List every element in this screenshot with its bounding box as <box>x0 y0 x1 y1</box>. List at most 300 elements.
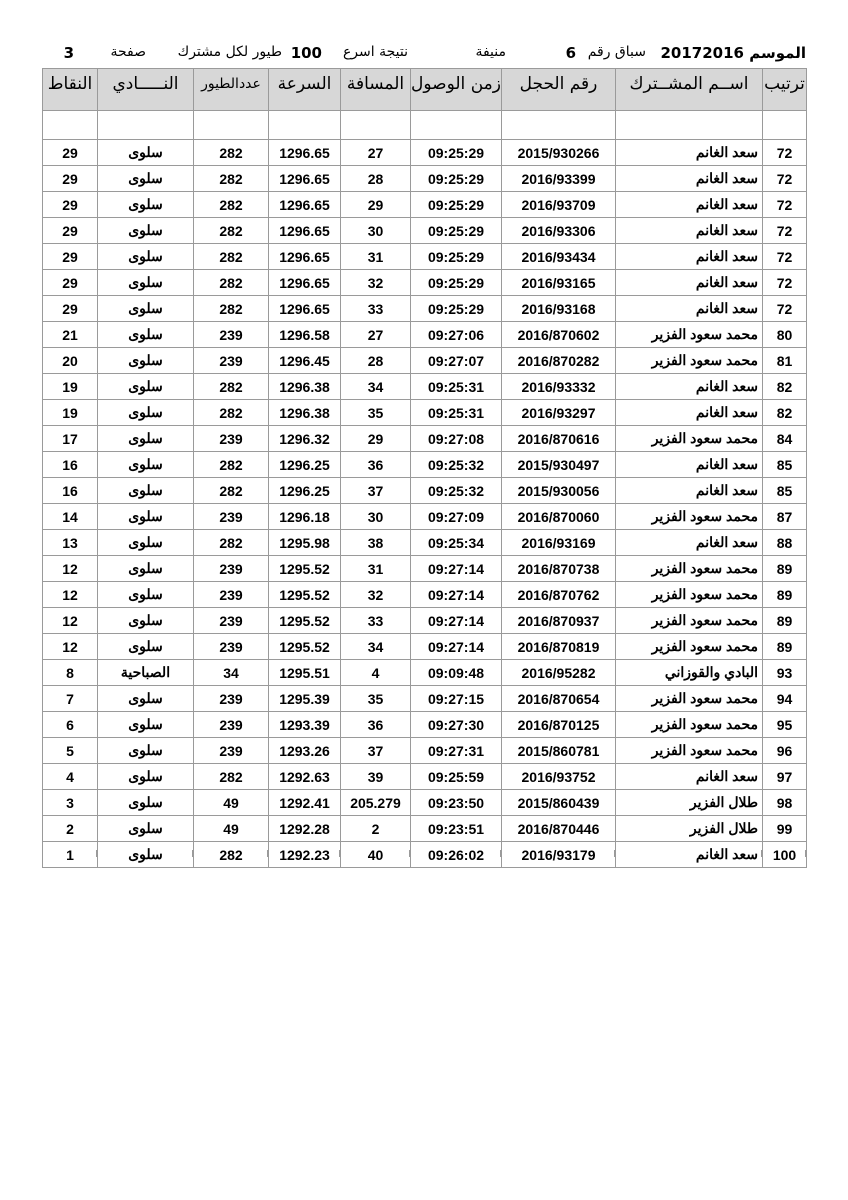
cell-time: 09:27:07 <box>411 348 502 374</box>
cell-birds: 49 <box>194 816 269 842</box>
cell-ring: 2016/870125 <box>502 712 616 738</box>
cell-name: سعد الغانم <box>616 478 763 504</box>
cell-club: سلوى <box>98 192 194 218</box>
cell-rank: 98 <box>763 790 807 816</box>
cell-name: سعد الغانم <box>616 218 763 244</box>
cell-time: 09:25:31 <box>411 400 502 426</box>
cell-speed: 1296.45 <box>269 348 341 374</box>
cell-time: 09:27:14 <box>411 582 502 608</box>
cell-time: 09:26:02 <box>411 842 502 868</box>
cell-distance: 38 <box>341 530 411 556</box>
cell-birds: 282 <box>194 764 269 790</box>
cell-distance: 27 <box>341 140 411 166</box>
cell-club: الصباحية <box>98 660 194 686</box>
table-row <box>43 790 807 816</box>
cell-club: سلوى <box>98 270 194 296</box>
cell-time: 09:25:29 <box>411 218 502 244</box>
cell-rank: 100 <box>763 842 807 868</box>
cell-speed: 1292.41 <box>269 790 341 816</box>
cell-name: محمد سعود الفزير <box>616 686 763 712</box>
cell-distance: 35 <box>341 400 411 426</box>
cell-birds: 49 <box>194 790 269 816</box>
cell-time: 09:25:34 <box>411 530 502 556</box>
cell-distance: 30 <box>341 218 411 244</box>
cell-rank: 72 <box>763 270 807 296</box>
cell-speed: 1295.52 <box>269 556 341 582</box>
cell-name: محمد سعود الفزير <box>616 426 763 452</box>
table-row <box>43 426 807 452</box>
cell-rank: 88 <box>763 530 807 556</box>
cell-ring: 2016/93179 <box>502 842 616 868</box>
cell-points: 17 <box>43 426 98 452</box>
cell-rank: 89 <box>763 634 807 660</box>
cell-ring: 2016/93332 <box>502 374 616 400</box>
cell-rank: 89 <box>763 608 807 634</box>
cell-club: سلوى <box>98 738 194 764</box>
cell-birds: 239 <box>194 582 269 608</box>
cell-birds: 282 <box>194 296 269 322</box>
cell-birds: 34 <box>194 660 269 686</box>
cell-birds: 282 <box>194 140 269 166</box>
col-ring: رقم الحجل <box>502 69 616 111</box>
cell-ring: 2016/93434 <box>502 244 616 270</box>
cell-speed: 1296.18 <box>269 504 341 530</box>
cell-birds: 239 <box>194 738 269 764</box>
cell-points: 12 <box>43 608 98 634</box>
cell-distance: 37 <box>341 738 411 764</box>
cell-speed: 1292.23 <box>269 842 341 868</box>
cell-speed: 1293.39 <box>269 712 341 738</box>
cell-club: سلوى <box>98 608 194 634</box>
table-row <box>43 452 807 478</box>
table-row <box>43 140 807 166</box>
cell-points: 29 <box>43 166 98 192</box>
cell-points: 29 <box>43 244 98 270</box>
table-row <box>43 478 807 504</box>
cell-points: 2 <box>43 816 98 842</box>
cell-rank: 89 <box>763 582 807 608</box>
tick-mark <box>409 850 410 857</box>
cell-points: 6 <box>43 712 98 738</box>
cell-distance: 36 <box>341 452 411 478</box>
cell-speed: 1295.52 <box>269 608 341 634</box>
cell-ring: 2016/870819 <box>502 634 616 660</box>
cell-time: 09:25:31 <box>411 374 502 400</box>
cell-ring: 2016/93752 <box>502 764 616 790</box>
cell-distance: 2 <box>341 816 411 842</box>
cell-club: سلوى <box>98 140 194 166</box>
cell-ring: 2016/870602 <box>502 322 616 348</box>
cell-rank: 94 <box>763 686 807 712</box>
cell-club: سلوى <box>98 296 194 322</box>
cell-distance: 31 <box>341 556 411 582</box>
cell-ring: 2016/870446 <box>502 816 616 842</box>
cell-distance: 34 <box>341 374 411 400</box>
cell-rank: 89 <box>763 556 807 582</box>
col-speed: السرعة <box>269 69 341 111</box>
cell-time: 09:25:29 <box>411 244 502 270</box>
cell-points: 3 <box>43 790 98 816</box>
cell-points: 7 <box>43 686 98 712</box>
cell-points: 4 <box>43 764 98 790</box>
cell-points: 5 <box>43 738 98 764</box>
cell-name: سعد الغانم <box>616 140 763 166</box>
cell-points: 13 <box>43 530 98 556</box>
cell-speed: 1295.39 <box>269 686 341 712</box>
cell-speed: 1295.98 <box>269 530 341 556</box>
cell-rank: 95 <box>763 712 807 738</box>
spacer-row <box>43 111 807 140</box>
cell-rank: 72 <box>763 140 807 166</box>
cell-rank: 81 <box>763 348 807 374</box>
cell-distance: 28 <box>341 166 411 192</box>
cell-rank: 96 <box>763 738 807 764</box>
cell-speed: 1296.65 <box>269 270 341 296</box>
cell-rank: 72 <box>763 296 807 322</box>
tick-mark <box>192 850 193 857</box>
cell-birds: 239 <box>194 348 269 374</box>
cell-speed: 1293.26 <box>269 738 341 764</box>
cell-club: سلوى <box>98 842 194 868</box>
report-header <box>42 40 806 66</box>
cell-name: سعد الغانم <box>616 374 763 400</box>
cell-birds: 282 <box>194 400 269 426</box>
cell-speed: 1295.52 <box>269 634 341 660</box>
cell-name: سعد الغانم <box>616 452 763 478</box>
cell-birds: 239 <box>194 712 269 738</box>
cell-ring: 2016/93168 <box>502 296 616 322</box>
cell-club: سلوى <box>98 582 194 608</box>
table-row <box>43 166 807 192</box>
cell-birds: 282 <box>194 530 269 556</box>
cell-speed: 1295.52 <box>269 582 341 608</box>
table-row <box>43 218 807 244</box>
cell-time: 09:23:51 <box>411 816 502 842</box>
col-distance: المسافة <box>341 69 411 111</box>
cell-ring: 2016/93169 <box>502 530 616 556</box>
table-row <box>43 504 807 530</box>
cell-distance: 37 <box>341 478 411 504</box>
cell-points: 14 <box>43 504 98 530</box>
col-club: النـــــادي <box>98 69 194 111</box>
cell-name: محمد سعود الفزير <box>616 582 763 608</box>
cell-ring: 2015/930497 <box>502 452 616 478</box>
cell-birds: 239 <box>194 556 269 582</box>
cell-name: سعد الغانم <box>616 192 763 218</box>
col-arrival: زمن الوصول <box>411 69 502 111</box>
cell-time: 09:25:29 <box>411 166 502 192</box>
cell-birds: 239 <box>194 634 269 660</box>
cell-club: سلوى <box>98 322 194 348</box>
tick-mark <box>42 850 43 857</box>
cell-distance: 40 <box>341 842 411 868</box>
cell-speed: 1296.65 <box>269 218 341 244</box>
cell-ring: 2015/860439 <box>502 790 616 816</box>
cell-time: 09:25:32 <box>411 478 502 504</box>
cell-birds: 239 <box>194 504 269 530</box>
cell-birds: 282 <box>194 478 269 504</box>
cell-points: 12 <box>43 634 98 660</box>
season-value: 20172016 <box>660 44 744 62</box>
cell-name: سعد الغانم <box>616 842 763 868</box>
cell-ring: 2016/93399 <box>502 166 616 192</box>
cell-points: 29 <box>43 140 98 166</box>
cell-ring: 2016/870762 <box>502 582 616 608</box>
cell-birds: 239 <box>194 686 269 712</box>
cell-name: محمد سعود الفزير <box>616 348 763 374</box>
cell-name: سعد الغانم <box>616 296 763 322</box>
cell-name: محمد سعود الفزير <box>616 608 763 634</box>
cell-birds: 282 <box>194 842 269 868</box>
cell-distance: 29 <box>341 192 411 218</box>
cell-ring: 2015/860781 <box>502 738 616 764</box>
cell-name: سعد الغانم <box>616 244 763 270</box>
cell-distance: 35 <box>341 686 411 712</box>
cell-points: 19 <box>43 374 98 400</box>
cell-distance: 36 <box>341 712 411 738</box>
cell-rank: 82 <box>763 374 807 400</box>
cell-speed: 1296.25 <box>269 478 341 504</box>
cell-speed: 1296.65 <box>269 166 341 192</box>
cell-club: سلوى <box>98 504 194 530</box>
cell-club: سلوى <box>98 452 194 478</box>
cell-birds: 239 <box>194 608 269 634</box>
cell-name: البادي والقوزاني <box>616 660 763 686</box>
cell-ring: 2016/870282 <box>502 348 616 374</box>
table-row <box>43 608 807 634</box>
cell-distance: 28 <box>341 348 411 374</box>
cell-name: طلال الفزير <box>616 816 763 842</box>
table-row <box>43 556 807 582</box>
cell-speed: 1296.25 <box>269 452 341 478</box>
cell-speed: 1296.65 <box>269 244 341 270</box>
cell-club: سلوى <box>98 686 194 712</box>
cell-rank: 87 <box>763 504 807 530</box>
cell-ring: 2015/930056 <box>502 478 616 504</box>
cell-time: 09:27:31 <box>411 738 502 764</box>
cell-time: 09:27:14 <box>411 556 502 582</box>
cell-rank: 93 <box>763 660 807 686</box>
col-points: النقاط <box>43 69 98 111</box>
cell-distance: 29 <box>341 426 411 452</box>
cell-club: سلوى <box>98 374 194 400</box>
cell-time: 09:25:29 <box>411 140 502 166</box>
cell-birds: 282 <box>194 218 269 244</box>
cell-distance: 39 <box>341 764 411 790</box>
fastest-value: 100 <box>290 44 322 62</box>
cell-name: سعد الغانم <box>616 400 763 426</box>
cell-ring: 2016/870654 <box>502 686 616 712</box>
cell-club: سلوى <box>98 400 194 426</box>
footer-ticks <box>42 850 806 858</box>
cell-name: محمد سعود الفزير <box>616 712 763 738</box>
cell-time: 09:27:30 <box>411 712 502 738</box>
col-name: اســم المشــترك <box>616 69 763 111</box>
table-row <box>43 244 807 270</box>
cell-distance: 33 <box>341 296 411 322</box>
cell-birds: 239 <box>194 426 269 452</box>
cell-time: 09:25:59 <box>411 764 502 790</box>
cell-distance: 4 <box>341 660 411 686</box>
race-value: 6 <box>565 44 576 62</box>
cell-points: 16 <box>43 478 98 504</box>
cell-club: سلوى <box>98 556 194 582</box>
cell-distance: 30 <box>341 504 411 530</box>
cell-speed: 1296.58 <box>269 322 341 348</box>
table-row <box>43 192 807 218</box>
cell-time: 09:25:32 <box>411 452 502 478</box>
cell-rank: 72 <box>763 218 807 244</box>
cell-ring: 2016/870937 <box>502 608 616 634</box>
table-row <box>43 582 807 608</box>
cell-name: محمد سعود الفزير <box>616 738 763 764</box>
cell-birds: 282 <box>194 244 269 270</box>
location: منيفة <box>475 44 506 60</box>
cell-speed: 1292.28 <box>269 816 341 842</box>
cell-time: 09:27:15 <box>411 686 502 712</box>
cell-rank: 85 <box>763 452 807 478</box>
race-label: سباق رقم <box>587 44 646 60</box>
cell-birds: 282 <box>194 374 269 400</box>
cell-rank: 84 <box>763 426 807 452</box>
cell-club: سلوى <box>98 426 194 452</box>
cell-club: سلوى <box>98 764 194 790</box>
cell-name: طلال الفزير <box>616 790 763 816</box>
table-row <box>43 712 807 738</box>
cell-points: 8 <box>43 660 98 686</box>
cell-time: 09:27:14 <box>411 608 502 634</box>
cell-points: 29 <box>43 270 98 296</box>
cell-club: سلوى <box>98 790 194 816</box>
cell-ring: 2015/930266 <box>502 140 616 166</box>
cell-ring: 2016/93306 <box>502 218 616 244</box>
fastest-label: نتيجة اسرع <box>342 44 408 60</box>
table-row <box>43 816 807 842</box>
cell-rank: 80 <box>763 322 807 348</box>
cell-rank: 85 <box>763 478 807 504</box>
cell-rank: 72 <box>763 192 807 218</box>
cell-name: سعد الغانم <box>616 530 763 556</box>
results-table <box>42 68 807 868</box>
cell-birds: 282 <box>194 270 269 296</box>
table-row <box>43 686 807 712</box>
cell-ring: 2016/95282 <box>502 660 616 686</box>
cell-club: سلوى <box>98 218 194 244</box>
table-row <box>43 764 807 790</box>
table-row <box>43 374 807 400</box>
cell-points: 21 <box>43 322 98 348</box>
cell-time: 09:25:29 <box>411 270 502 296</box>
cell-name: سعد الغانم <box>616 764 763 790</box>
cell-speed: 1296.38 <box>269 400 341 426</box>
table-row <box>43 530 807 556</box>
cell-club: سلوى <box>98 348 194 374</box>
page-label: صفحة <box>110 44 146 60</box>
cell-points: 20 <box>43 348 98 374</box>
cell-time: 09:27:14 <box>411 634 502 660</box>
cell-time: 09:25:29 <box>411 192 502 218</box>
table-row <box>43 400 807 426</box>
cell-distance: 34 <box>341 634 411 660</box>
cell-points: 29 <box>43 218 98 244</box>
cell-time: 09:09:48 <box>411 660 502 686</box>
cell-rank: 97 <box>763 764 807 790</box>
cell-birds: 282 <box>194 452 269 478</box>
cell-club: سلوى <box>98 712 194 738</box>
cell-points: 16 <box>43 452 98 478</box>
cell-distance: 27 <box>341 322 411 348</box>
cell-speed: 1295.51 <box>269 660 341 686</box>
table-row <box>43 348 807 374</box>
cell-time: 09:27:09 <box>411 504 502 530</box>
cell-speed: 1292.63 <box>269 764 341 790</box>
cell-speed: 1296.65 <box>269 140 341 166</box>
cell-name: محمد سعود الفزير <box>616 556 763 582</box>
cell-name: سعد الغانم <box>616 166 763 192</box>
cell-ring: 2016/870616 <box>502 426 616 452</box>
cell-speed: 1296.38 <box>269 374 341 400</box>
cell-name: محمد سعود الفزير <box>616 634 763 660</box>
tick-mark <box>500 850 501 857</box>
cell-distance: 32 <box>341 270 411 296</box>
cell-rank: 72 <box>763 166 807 192</box>
cell-speed: 1296.32 <box>269 426 341 452</box>
table-row <box>43 660 807 686</box>
cell-points: 12 <box>43 556 98 582</box>
tick-mark <box>614 850 615 857</box>
cell-ring: 2016/870738 <box>502 556 616 582</box>
cell-speed: 1296.65 <box>269 192 341 218</box>
cell-name: محمد سعود الفزير <box>616 504 763 530</box>
cell-ring: 2016/93297 <box>502 400 616 426</box>
cell-points: 29 <box>43 296 98 322</box>
tick-mark <box>761 850 762 857</box>
cell-time: 09:25:29 <box>411 296 502 322</box>
table-row <box>43 634 807 660</box>
col-birds: عددالطيور <box>194 69 269 111</box>
table-row <box>43 322 807 348</box>
cell-points: 19 <box>43 400 98 426</box>
cell-ring: 2016/93165 <box>502 270 616 296</box>
header-row <box>43 69 807 111</box>
cell-club: سلوى <box>98 634 194 660</box>
cell-rank: 99 <box>763 816 807 842</box>
cell-rank: 82 <box>763 400 807 426</box>
season-label: الموسم <box>749 44 806 62</box>
cell-distance: 32 <box>341 582 411 608</box>
cell-birds: 239 <box>194 322 269 348</box>
cell-distance: 205.279 <box>341 790 411 816</box>
col-rank: ترتيب <box>763 69 807 111</box>
cell-name: سعد الغانم <box>616 270 763 296</box>
tick-mark <box>267 850 268 857</box>
cell-club: سلوى <box>98 478 194 504</box>
results-body <box>43 111 807 868</box>
cell-points: 1 <box>43 842 98 868</box>
cell-distance: 33 <box>341 608 411 634</box>
cell-time: 09:23:50 <box>411 790 502 816</box>
cell-points: 29 <box>43 192 98 218</box>
tick-mark <box>805 850 806 857</box>
cell-club: سلوى <box>98 530 194 556</box>
tick-mark <box>96 850 97 857</box>
table-row <box>43 270 807 296</box>
table-row <box>43 296 807 322</box>
table-row <box>43 738 807 764</box>
page-number: 3 <box>63 44 74 62</box>
cell-ring: 2016/870060 <box>502 504 616 530</box>
cell-time: 09:27:06 <box>411 322 502 348</box>
